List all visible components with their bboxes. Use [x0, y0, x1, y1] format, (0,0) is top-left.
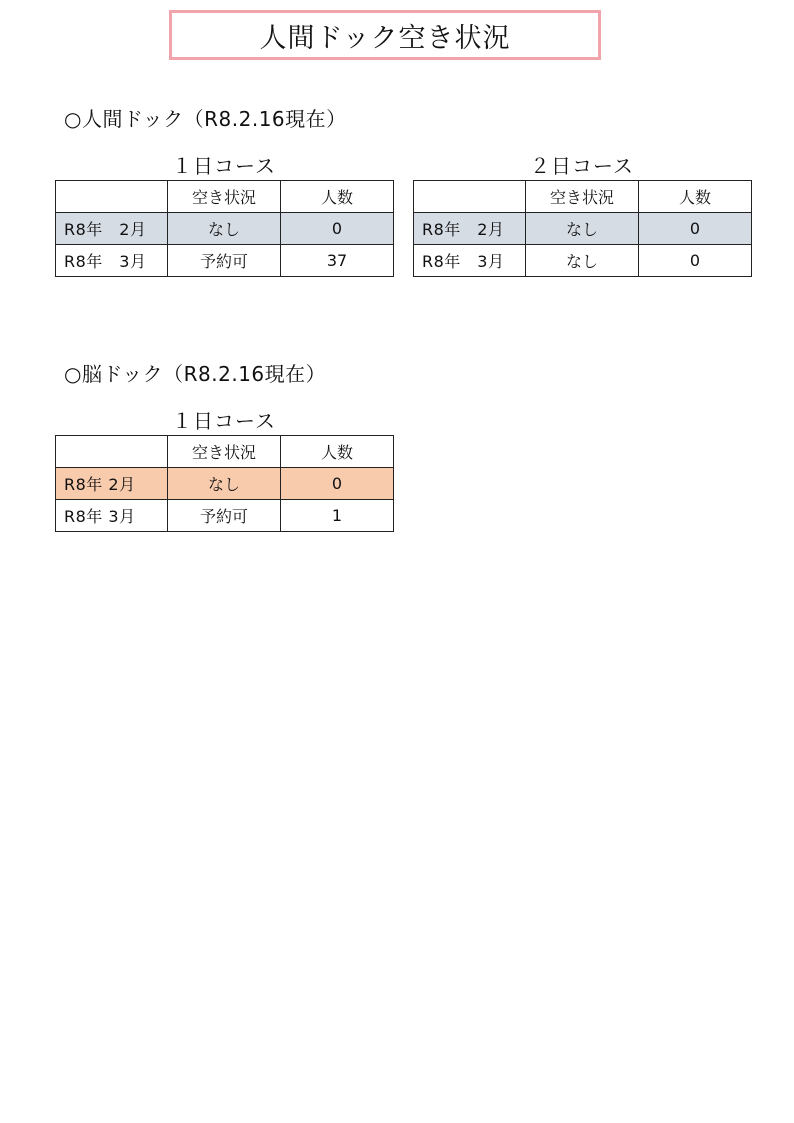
table-header-row [56, 181, 394, 213]
table-header-row [414, 181, 752, 213]
table-row [56, 500, 394, 532]
header-status: 空き状況 [168, 436, 281, 468]
status-cell: 予約可 [168, 500, 281, 532]
status-cell: 予約可 [168, 245, 281, 277]
header-blank [56, 181, 168, 213]
count-cell: 0 [281, 468, 394, 500]
count-cell: 0 [281, 213, 394, 245]
availability-table [55, 435, 394, 532]
brain-dock-1day-table-block [55, 407, 393, 532]
month-cell: R8年 2月 [56, 468, 168, 500]
availability-table [55, 180, 394, 277]
table-row [56, 468, 394, 500]
status-cell: なし [526, 245, 639, 277]
course-title-1day: １日コース [172, 154, 276, 178]
header-blank [56, 436, 168, 468]
course-title-1day: １日コース [172, 409, 276, 433]
month-cell: R8年 2月 [56, 213, 168, 245]
month-cell: R8年 3月 [56, 245, 168, 277]
count-cell: 0 [639, 245, 752, 277]
header-count: 人数 [281, 181, 394, 213]
header-blank [414, 181, 526, 213]
section-heading-ningen-dock: ○人間ドック（R8.2.16現在） [64, 107, 347, 131]
table-row [56, 213, 394, 245]
ningen-dock-2day-table-block [413, 152, 751, 277]
ningen-dock-1day-table-block [55, 152, 393, 277]
header-status: 空き状況 [168, 181, 281, 213]
count-cell: 37 [281, 245, 394, 277]
table-row [414, 245, 752, 277]
status-cell: なし [168, 213, 281, 245]
table-row [414, 213, 752, 245]
section-heading-brain-dock: ○脳ドック（R8.2.16現在） [64, 362, 327, 386]
course-title-2day: ２日コース [530, 154, 634, 178]
header-count: 人数 [639, 181, 752, 213]
availability-table [413, 180, 752, 277]
count-cell: 0 [639, 213, 752, 245]
table-header-row [56, 436, 394, 468]
status-cell: なし [526, 213, 639, 245]
month-cell: R8年 2月 [414, 213, 526, 245]
header-count: 人数 [281, 436, 394, 468]
month-cell: R8年 3月 [56, 500, 168, 532]
table-row [56, 245, 394, 277]
header-status: 空き状況 [526, 181, 639, 213]
count-cell: 1 [281, 500, 394, 532]
status-cell: なし [168, 468, 281, 500]
month-cell: R8年 3月 [414, 245, 526, 277]
page-title: 人間ドック空き状況 [169, 10, 601, 60]
